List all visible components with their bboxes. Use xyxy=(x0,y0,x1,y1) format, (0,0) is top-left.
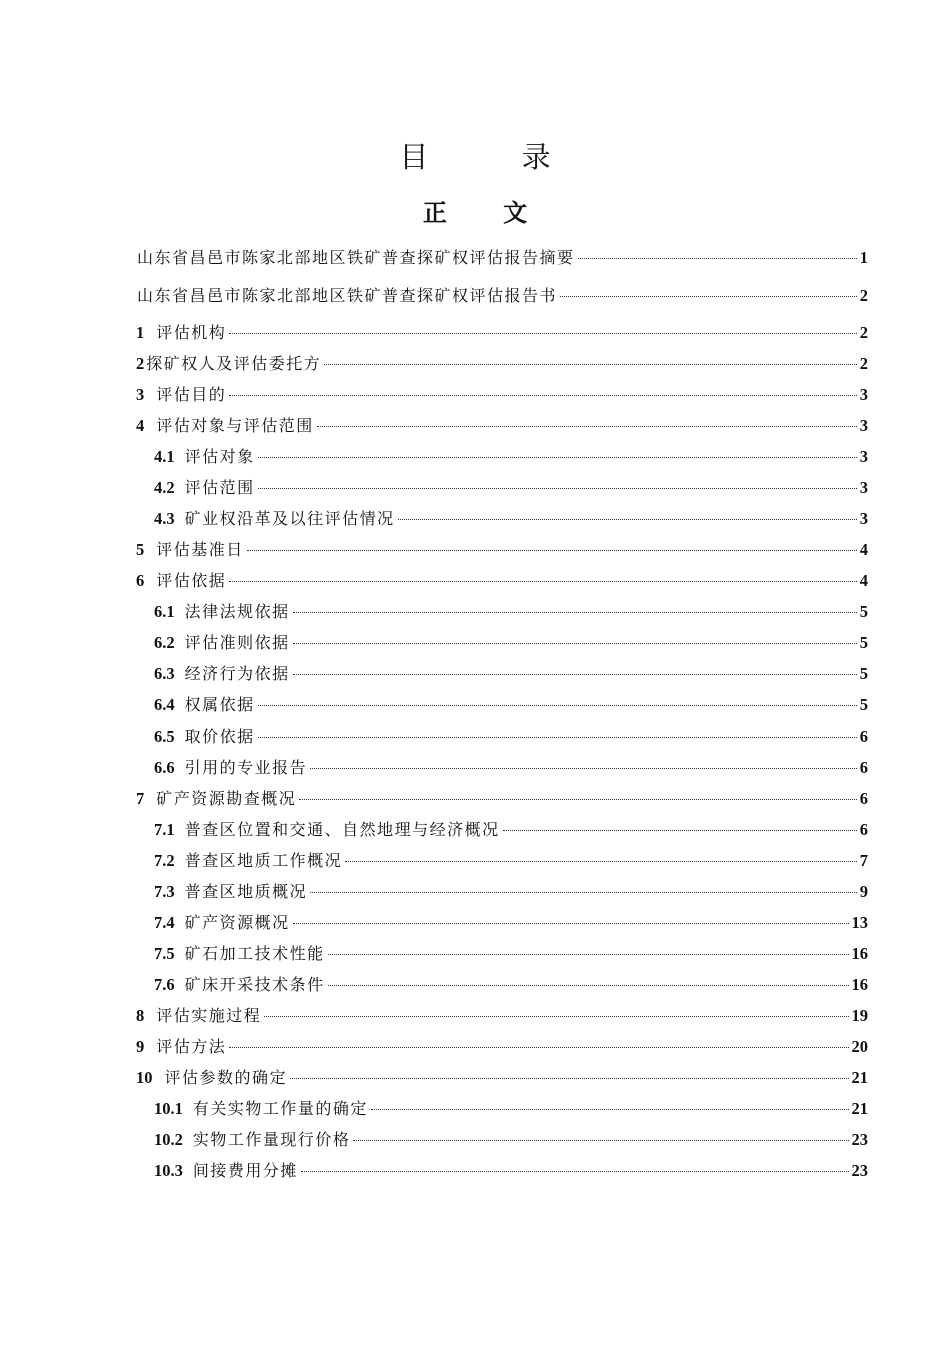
toc-dot-leader xyxy=(301,1171,849,1172)
toc-entry-page-number: 9 xyxy=(859,882,868,901)
toc-entry-label: 评估对象 xyxy=(184,447,255,466)
toc-entry-label: 评估机构 xyxy=(156,323,227,342)
toc-entry[interactable] xyxy=(136,540,868,560)
toc-dot-leader xyxy=(229,1047,848,1048)
toc-dot-leader xyxy=(293,643,857,644)
toc-entry-page-number: 5 xyxy=(859,664,868,683)
toc-entry-number: 4.3 xyxy=(154,509,175,528)
toc-entry-label: 矿业权沿革及以往评估情况 xyxy=(184,509,395,528)
toc-entry-number: 7.5 xyxy=(154,944,175,963)
toc-entry-page-number: 21 xyxy=(851,1068,868,1087)
toc-entry-page-number: 2 xyxy=(859,323,868,342)
toc-entry-page-number: 4 xyxy=(859,571,868,590)
toc-entry-page-number: 7 xyxy=(859,851,868,870)
toc-entry-number: 10.2 xyxy=(154,1130,183,1149)
toc-entry-label: 间接费用分摊 xyxy=(192,1161,298,1180)
toc-entry-label: 实物工作量现行价格 xyxy=(192,1130,351,1149)
toc-entry-number: 6.5 xyxy=(154,727,175,746)
toc-entry-page-number: 3 xyxy=(859,385,868,404)
toc-entry-number: 6.2 xyxy=(154,633,175,652)
toc-dot-leader xyxy=(503,830,857,831)
toc-dot-leader xyxy=(229,581,856,582)
toc-entry-label: 普查区地质工作概况 xyxy=(184,851,343,870)
toc-dot-leader xyxy=(293,674,857,675)
toc-entry-number: 4.2 xyxy=(154,478,175,497)
toc-entry-number: 7.4 xyxy=(154,913,175,932)
toc-dot-leader xyxy=(371,1109,849,1110)
toc-entry-page-number: 13 xyxy=(851,913,868,932)
toc-dot-leader xyxy=(299,799,856,800)
toc-dot-leader xyxy=(258,737,857,738)
toc-entry-number: 7.6 xyxy=(154,975,175,994)
toc-entry[interactable] xyxy=(154,509,868,529)
section-subtitle: 正 文 xyxy=(422,199,552,227)
toc-dot-leader xyxy=(310,892,857,893)
toc-entry-label: 评估实施过程 xyxy=(156,1006,262,1025)
toc-dot-leader xyxy=(317,426,857,427)
toc-dot-leader xyxy=(310,768,857,769)
toc-dot-leader xyxy=(328,954,849,955)
toc-entry-page-number: 6 xyxy=(859,820,868,839)
toc-entry[interactable] xyxy=(154,633,868,653)
toc-dot-leader xyxy=(293,612,857,613)
toc-entry[interactable] xyxy=(154,882,868,902)
toc-dot-leader xyxy=(353,1140,848,1141)
toc-entry-number: 7.1 xyxy=(154,820,175,839)
toc-entry-page-number: 21 xyxy=(851,1099,868,1118)
toc-entry-number: 6.3 xyxy=(154,664,175,683)
toc-dot-leader xyxy=(324,364,856,365)
toc-entry-number: 5 xyxy=(136,540,145,559)
toc-entry[interactable] xyxy=(154,1130,868,1150)
toc-entry-number: 6.1 xyxy=(154,602,175,621)
toc-entry-label: 探矿权人及评估委托方 xyxy=(146,354,322,373)
toc-entry-label: 评估方法 xyxy=(156,1037,227,1056)
toc-entry-label: 引用的专业报告 xyxy=(184,758,308,777)
toc-dot-leader xyxy=(578,258,857,259)
toc-entry-label: 经济行为依据 xyxy=(184,664,290,683)
toc-entry[interactable] xyxy=(154,727,868,747)
toc-dot-leader xyxy=(398,519,857,520)
toc-entry-label: 法律法规依据 xyxy=(184,602,290,621)
toc-dot-leader xyxy=(290,1078,848,1079)
toc-entry-label: 矿石加工技术性能 xyxy=(184,944,325,963)
toc-entry-page-number: 6 xyxy=(859,727,868,746)
toc-entry-label: 普查区地质概况 xyxy=(184,882,308,901)
toc-entry[interactable] xyxy=(136,1037,868,1057)
page-title: 目 录 xyxy=(399,140,593,174)
toc-entry-number: 9 xyxy=(136,1037,145,1056)
toc-entry-number: 4 xyxy=(136,416,145,435)
toc-entry[interactable] xyxy=(154,758,868,778)
toc-dot-leader xyxy=(229,395,856,396)
toc-entry-number: 7.3 xyxy=(154,882,175,901)
toc-entry-page-number: 3 xyxy=(859,478,868,497)
toc-entry-number: 7 xyxy=(136,789,145,808)
toc-entry-label: 山东省昌邑市陈家北部地区铁矿普查探矿权评估报告书 xyxy=(137,286,558,305)
toc-entry[interactable] xyxy=(136,416,868,436)
toc-entry[interactable] xyxy=(154,478,868,498)
toc-entry-number: 4.1 xyxy=(154,447,175,466)
toc-entry-label: 普查区位置和交通、自然地理与经济概况 xyxy=(184,820,500,839)
toc-entry[interactable] xyxy=(154,851,868,871)
toc-entry-page-number: 5 xyxy=(859,695,868,714)
toc-entry-label: 有关实物工作量的确定 xyxy=(192,1099,368,1118)
toc-dot-leader xyxy=(258,488,857,489)
toc-entry-label: 取价依据 xyxy=(184,727,255,746)
toc-entry-number: 10.3 xyxy=(154,1161,183,1180)
toc-entry-label: 矿产资源概况 xyxy=(184,913,290,932)
toc-entry[interactable] xyxy=(154,944,868,964)
toc-entry[interactable] xyxy=(154,1161,868,1181)
toc-entry-page-number: 23 xyxy=(851,1161,868,1180)
toc-entry-page-number: 3 xyxy=(859,509,868,528)
toc-entry-page-number: 20 xyxy=(851,1037,868,1056)
toc-dot-leader xyxy=(258,705,857,706)
toc-dot-leader xyxy=(560,296,857,297)
toc-entry-page-number: 16 xyxy=(851,975,868,994)
toc-entry[interactable] xyxy=(154,913,868,933)
toc-entry[interactable] xyxy=(154,664,868,684)
toc-entry-number: 2 xyxy=(136,354,145,373)
toc-entry-number: 6.4 xyxy=(154,695,175,714)
toc-entry-label: 矿产资源勘查概况 xyxy=(156,789,297,808)
toc-entry[interactable] xyxy=(136,385,868,405)
toc-entry-page-number: 3 xyxy=(859,447,868,466)
toc-entry-page-number: 5 xyxy=(859,633,868,652)
toc-dot-leader xyxy=(264,1016,848,1017)
toc-entry[interactable] xyxy=(136,354,868,374)
toc-entry-label: 评估基准日 xyxy=(156,540,244,559)
toc-entry-label: 山东省昌邑市陈家北部地区铁矿普查探矿权评估报告摘要 xyxy=(137,248,575,267)
toc-entry[interactable] xyxy=(154,975,868,995)
toc-entry-label: 矿床开采技术条件 xyxy=(184,975,325,994)
toc-entry[interactable] xyxy=(136,789,868,809)
toc-entry[interactable] xyxy=(136,1068,868,1088)
toc-entry-page-number: 6 xyxy=(859,758,868,777)
toc-dot-leader xyxy=(247,550,857,551)
toc-entry-label: 评估依据 xyxy=(156,571,227,590)
toc-entry-label: 评估目的 xyxy=(156,385,227,404)
toc-dot-leader xyxy=(328,985,849,986)
toc-entry[interactable] xyxy=(137,248,868,268)
toc-entry-number: 3 xyxy=(136,385,145,404)
toc-entry-page-number: 6 xyxy=(859,789,868,808)
toc-entry-number: 10.1 xyxy=(154,1099,183,1118)
toc-entry-label: 评估参数的确定 xyxy=(164,1068,288,1087)
toc-entry[interactable] xyxy=(154,1099,868,1119)
toc-entry-number: 8 xyxy=(136,1006,145,1025)
toc-entry[interactable] xyxy=(154,820,868,840)
toc-entry-page-number: 2 xyxy=(859,354,868,373)
toc-entry[interactable] xyxy=(136,1006,868,1026)
toc-entry[interactable] xyxy=(154,602,868,622)
toc-entry-page-number: 3 xyxy=(859,416,868,435)
toc-entry-page-number: 4 xyxy=(859,540,868,559)
toc-entry-number: 10 xyxy=(136,1068,153,1087)
toc-entry[interactable] xyxy=(154,695,868,715)
toc-entry-page-number: 16 xyxy=(851,944,868,963)
toc-entry-label: 评估范围 xyxy=(184,478,255,497)
toc-entry-number: 1 xyxy=(136,323,145,342)
toc-entry-number: 6.6 xyxy=(154,758,175,777)
toc-entry[interactable] xyxy=(137,286,868,306)
toc-entry-label: 评估准则依据 xyxy=(184,633,290,652)
toc-entry[interactable] xyxy=(154,447,868,467)
toc-entry-page-number: 1 xyxy=(859,248,868,267)
toc-dot-leader xyxy=(345,861,857,862)
toc-entry-page-number: 23 xyxy=(851,1130,868,1149)
toc-entry-number: 7.2 xyxy=(154,851,175,870)
toc-entry[interactable] xyxy=(136,323,868,343)
toc-entry[interactable] xyxy=(136,571,868,591)
toc-entry-page-number: 5 xyxy=(859,602,868,621)
toc-dot-leader xyxy=(293,923,849,924)
toc-entry-label: 评估对象与评估范围 xyxy=(156,416,314,435)
toc-dot-leader xyxy=(258,457,857,458)
toc-entry-label: 权属依据 xyxy=(184,695,255,714)
toc-entry-page-number: 19 xyxy=(851,1006,868,1025)
toc-entry-page-number: 2 xyxy=(859,286,868,305)
toc-entry-number: 6 xyxy=(136,571,145,590)
toc-dot-leader xyxy=(229,333,856,334)
